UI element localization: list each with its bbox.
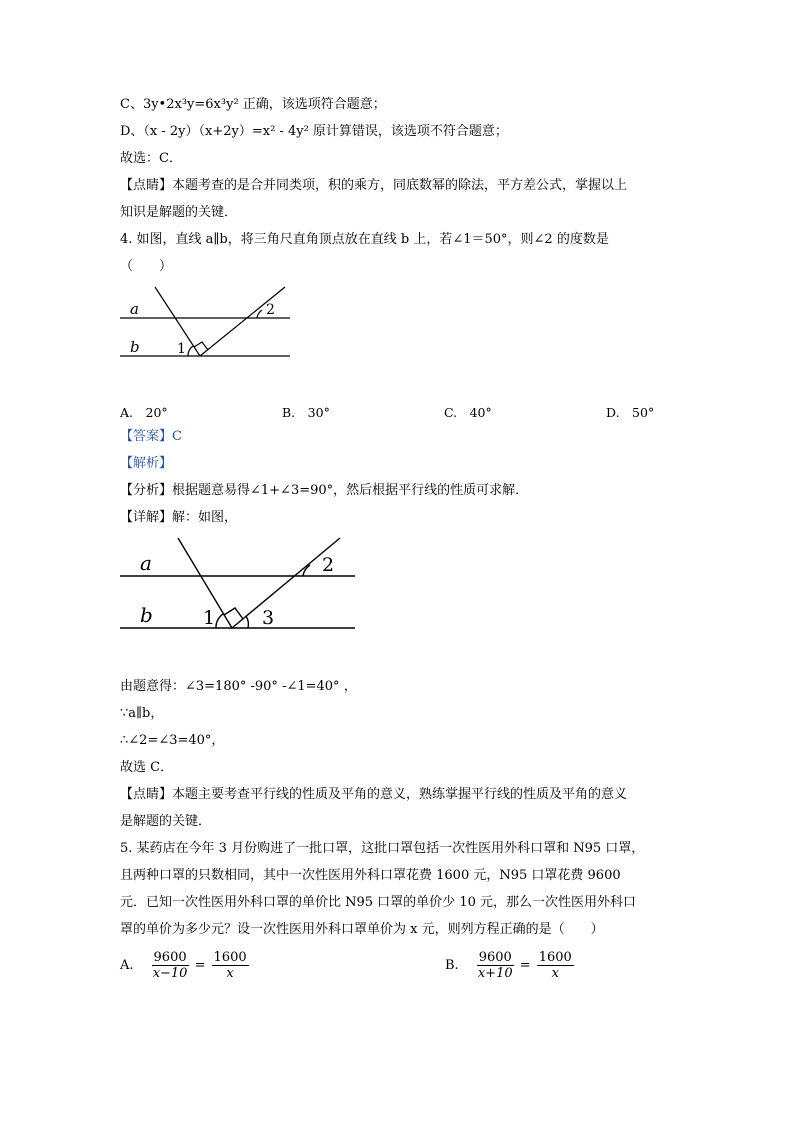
denominator: x — [551, 966, 559, 981]
solution-option-c: C、3y•2x³y=6x³y² 正确，该选项符合题意； — [120, 97, 386, 112]
choose-answer: 故选：C． — [120, 151, 182, 166]
choice-b-equation — [445, 950, 574, 981]
numerator: 9600 — [153, 950, 187, 965]
choice-label: A. — [120, 958, 134, 973]
choice-c: C. 40° — [444, 405, 492, 420]
angle-2-label: 2 — [322, 554, 335, 576]
answer-label: 【答案】C — [120, 429, 182, 444]
denominator: x — [226, 966, 234, 981]
angle-1-label: 1 — [203, 607, 216, 629]
step-2: ∵a∥b， — [120, 706, 164, 721]
detail-text: 【详解】解：如图， — [120, 510, 238, 525]
choice-d: D. 50° — [606, 405, 655, 420]
choice-a-equation — [120, 950, 249, 981]
figure-question-4 — [120, 287, 290, 356]
equals-sign: = — [519, 958, 531, 973]
angle-3-label: 3 — [262, 607, 275, 629]
numerator: 1600 — [538, 950, 572, 965]
line-a-label: a — [130, 300, 139, 318]
fraction-right — [212, 950, 249, 981]
fraction-left — [477, 950, 514, 981]
comment-line: 【点睛】本题主要考查平行线的性质及平角的意义，熟练掌握平行线的性质及平角的意义 — [120, 787, 628, 802]
figure-solution — [120, 538, 355, 628]
line-b-label: b — [130, 338, 140, 356]
line-a-label: a — [140, 551, 152, 575]
analysis-label: 【解析】 — [120, 456, 173, 471]
question-5-text: 罩的单价为多少元？设一次性医用外科口罩单价为 x 元，则列方程正确的是（ ） — [120, 922, 604, 937]
question-4-text: 4. 如图，直线 a∥b，将三角尺直角顶点放在直线 b 上，若∠1＝50°，则∠2 的度数是 — [120, 232, 609, 247]
choice-b: B. 30° — [282, 405, 330, 420]
question-5-text: 且两种口罩的只数相同，其中一次性医用外科口罩花费 1600 元，N95 口罩花费 9600 — [120, 868, 621, 883]
numerator: 1600 — [213, 950, 247, 965]
denominator: x+10 — [477, 966, 513, 981]
denominator: x−10 — [152, 966, 188, 981]
angle-1-label: 1 — [177, 341, 186, 357]
comment-line: 是解题的关键． — [120, 814, 212, 829]
step-1: 由题意得：∠3=180° -90° -∠1=40° ， — [120, 679, 357, 694]
choice-a: A. 20° — [120, 405, 168, 420]
analysis-text: 【分析】根据题意易得∠1+∠3=90°，然后根据平行线的性质可求解． — [120, 483, 529, 498]
choice-label: B. — [445, 958, 459, 973]
question-5-text: 元．已知一次性医用外科口罩的单价比 N95 口罩的单价少 10 元，那么一次性医用外科口 — [120, 895, 636, 910]
equals-sign: = — [194, 958, 206, 973]
solution-option-d: D、（x - 2y）（x+2y）=x² - 4y² 原计算错误，该选项不符合题意； — [120, 124, 508, 139]
line-b-label: b — [140, 603, 153, 627]
fraction-right — [537, 950, 574, 981]
fraction-left — [152, 950, 189, 981]
numerator: 9600 — [478, 950, 512, 965]
step-3: ∴∠2=∠3=40°， — [120, 733, 225, 748]
choose-answer: 故选 C． — [120, 760, 174, 775]
comment-line: 知识是解题的关键． — [120, 205, 238, 220]
question-5-text: 5. 某药店在今年 3 月份购进了一批口罩，这批口罩包括一次性医用外科口罩和 N95 口罩， — [120, 841, 645, 856]
question-4-bracket: （ ） — [120, 259, 173, 274]
angle-2-label: 2 — [266, 302, 275, 318]
comment-line: 【点睛】本题考查的是合并同类项，积的乘方，同底数幂的除法，平方差公式，掌握以上 — [120, 178, 628, 193]
